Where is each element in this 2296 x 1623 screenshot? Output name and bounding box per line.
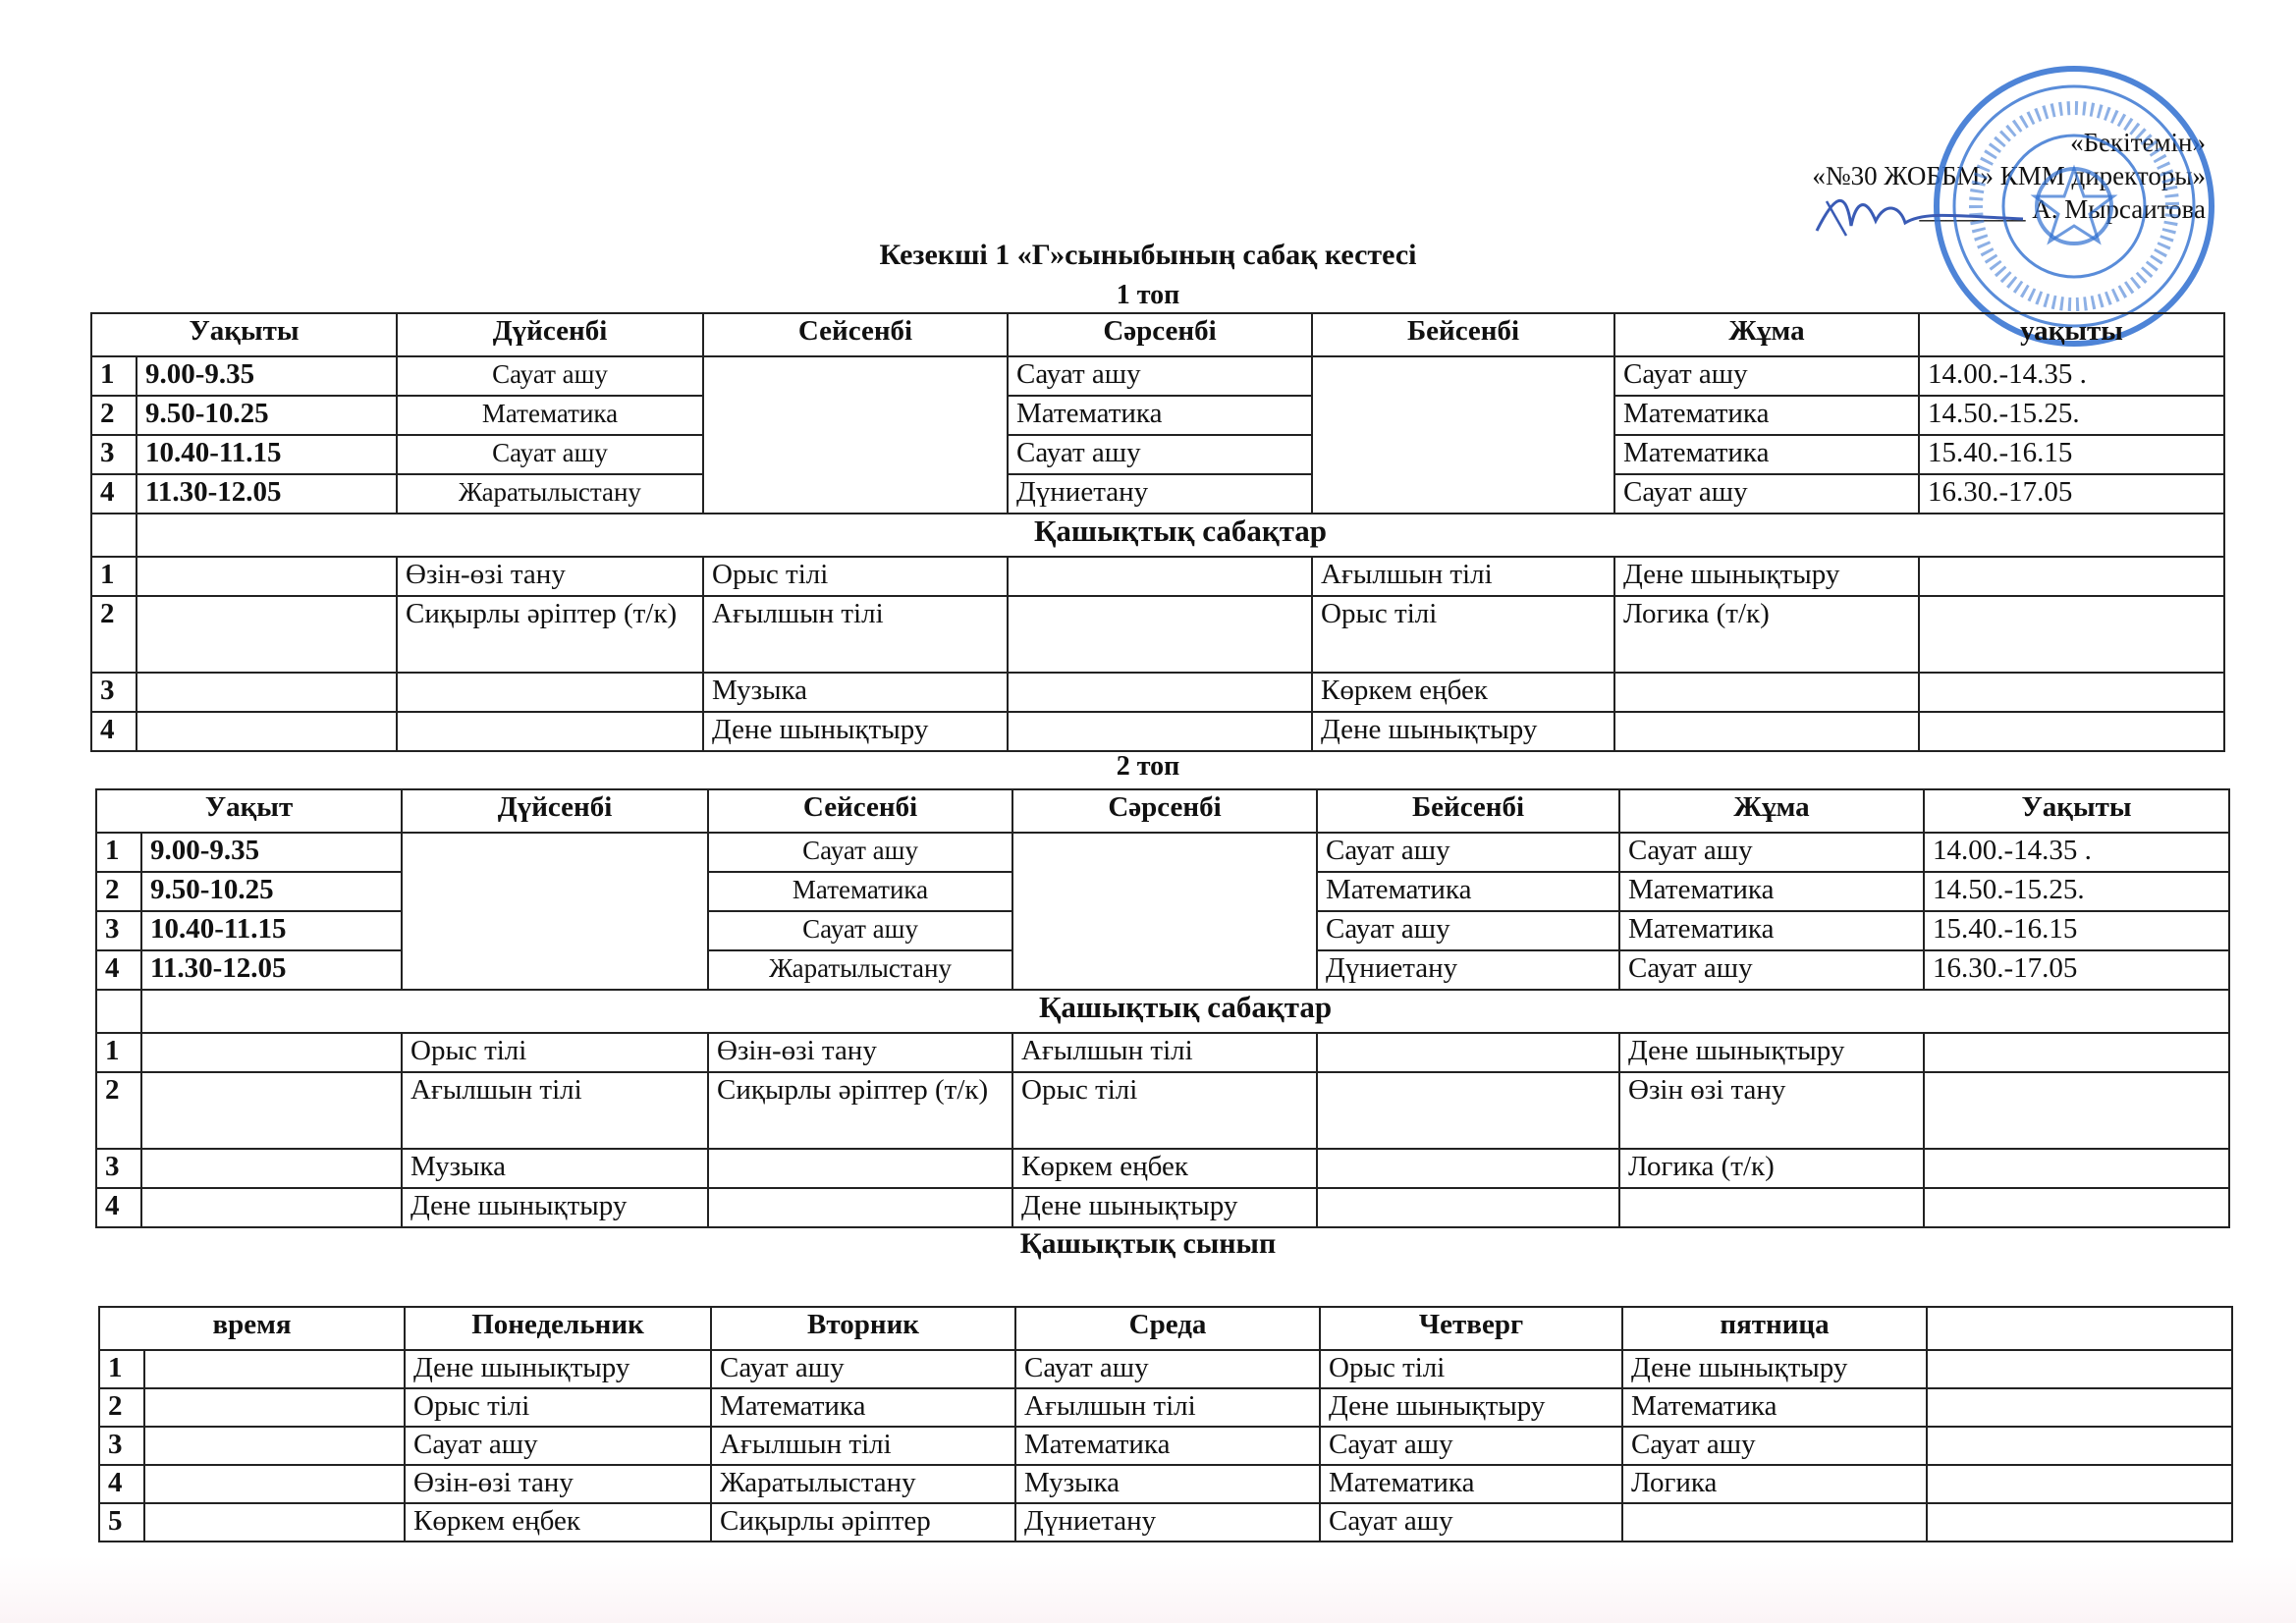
lesson-cell: [1008, 596, 1312, 673]
empty-cell: [1919, 596, 2224, 673]
distance-lessons-heading: Қашықтық сабақтар: [141, 990, 2229, 1033]
col-header-time-2: уақыты: [1919, 313, 2224, 356]
lesson-cell: Ағылшын тілі: [1015, 1388, 1320, 1427]
lesson-time: 10.40-11.15: [141, 911, 402, 950]
lesson-cell: Жаратылыстану: [708, 950, 1012, 990]
lesson-cell: Музыка: [703, 673, 1008, 712]
table-row: [91, 356, 2224, 396]
col-header-wednesday: Среда: [1015, 1307, 1320, 1350]
page-title: Кезекші 1 «Г»сыныбының сабақ кестесі: [879, 239, 1417, 271]
lesson-cell: Музыка: [402, 1149, 708, 1188]
col-header-monday: Дүйсенбі: [402, 789, 708, 833]
lesson-cell: Логика (т/к): [1614, 596, 1919, 673]
lesson-cell: Сиқырлы әріптер: [711, 1503, 1015, 1542]
lesson-cell: Дүниетану: [1015, 1503, 1320, 1542]
lesson-cell: Математика: [708, 872, 1012, 911]
col-header-monday: Понедельник: [405, 1307, 711, 1350]
lesson-cell: Сауат ашу: [1614, 356, 1919, 396]
lesson-cell: Математика: [1614, 396, 1919, 435]
row-number: 4: [91, 474, 137, 514]
lesson-time: 10.40-11.15: [137, 435, 397, 474]
lesson-cell: Сауат ашу: [1320, 1427, 1622, 1465]
col-header-time: Уақыт: [96, 789, 402, 833]
col-header-time-2: Уақыты: [1924, 789, 2229, 833]
col-header-tuesday: Сейсенбі: [703, 313, 1008, 356]
group1-header-row: [91, 313, 2224, 356]
lesson-cell: Дене шынықтыру: [703, 712, 1008, 751]
lesson-cell: Сауат ашу: [1320, 1503, 1622, 1542]
table-row: [99, 1427, 2232, 1465]
empty-cell: [144, 1427, 405, 1465]
table-row: [96, 833, 2229, 872]
lesson-cell: Орыс тілі: [405, 1388, 711, 1427]
empty-cell: [141, 1188, 402, 1227]
approval-block: [1812, 126, 2206, 226]
lesson-cell: Математика: [1015, 1427, 1320, 1465]
lesson-cell: [1317, 1072, 1619, 1149]
lesson-cell: Орыс тілі: [1320, 1350, 1622, 1388]
group2-header-row: [96, 789, 2229, 833]
row-number: 2: [99, 1388, 144, 1427]
lesson-cell: Сауат ашу: [397, 435, 703, 474]
group1-label: 1 топ: [1116, 280, 1180, 310]
table-row: [91, 712, 2224, 751]
lesson-time: 9.00-9.35: [141, 833, 402, 872]
lesson-cell: Сауат ашу: [397, 356, 703, 396]
lesson-time: 11.30-12.05: [137, 474, 397, 514]
section-row: [91, 514, 2224, 557]
lesson-cell: Орыс тілі: [1312, 596, 1614, 673]
lesson-cell: [1317, 1033, 1619, 1072]
lesson-cell: Сауат ашу: [708, 833, 1012, 872]
section-row: [96, 990, 2229, 1033]
lesson-cell: Математика: [1619, 872, 1924, 911]
row-number: 1: [96, 1033, 141, 1072]
lesson-cell: Дене шынықтыру: [1320, 1388, 1622, 1427]
lesson-cell: Математика: [1320, 1465, 1622, 1503]
lesson-cell: Көркем еңбек: [1012, 1149, 1317, 1188]
lesson-time: 11.30-12.05: [141, 950, 402, 990]
table-row: [91, 474, 2224, 514]
lesson-cell: Математика: [711, 1388, 1015, 1427]
empty-block: [402, 833, 708, 990]
lesson-cell: Музыка: [1015, 1465, 1320, 1503]
empty-cell: [137, 673, 397, 712]
col-header-thursday: Бейсенбі: [1312, 313, 1614, 356]
empty-cell: [1924, 1033, 2229, 1072]
lesson-cell: [1008, 712, 1312, 751]
table-row: [96, 1188, 2229, 1227]
row-number: 1: [96, 833, 141, 872]
table-row: [91, 396, 2224, 435]
section-spacer: [96, 990, 141, 1033]
col-header-time: время: [99, 1307, 405, 1350]
lesson-cell: Сауат ашу: [1317, 911, 1619, 950]
lesson-cell: Көркем еңбек: [405, 1503, 711, 1542]
lesson-cell: Сауат ашу: [1015, 1350, 1320, 1388]
empty-cell: [141, 1149, 402, 1188]
lesson-cell: [1008, 557, 1312, 596]
row-number: 1: [91, 356, 137, 396]
lesson-cell: Дене шынықтыру: [1619, 1033, 1924, 1072]
lesson-cell: Сауат ашу: [1619, 833, 1924, 872]
empty-cell: [137, 596, 397, 673]
distance-lessons-heading: Қашықтық сабақтар: [137, 514, 2224, 557]
row-number: 4: [91, 712, 137, 751]
lesson-cell: Дене шынықтыру: [1312, 712, 1614, 751]
lesson-cell: Сауат ашу: [708, 911, 1012, 950]
lesson-cell: Логика: [1622, 1465, 1927, 1503]
empty-cell: [1927, 1465, 2232, 1503]
table-row: [99, 1465, 2232, 1503]
lesson-cell: Дүниетану: [1317, 950, 1619, 990]
lesson-cell: Математика: [1317, 872, 1619, 911]
distance-class-table: [98, 1306, 2233, 1542]
table-row: [91, 435, 2224, 474]
col-header-friday: Жұма: [1614, 313, 1919, 356]
empty-cell: [1919, 712, 2224, 751]
empty-cell: [141, 1033, 402, 1072]
lesson-cell: Жаратылыстану: [711, 1465, 1015, 1503]
col-header-time: Уақыты: [91, 313, 397, 356]
approval-line-1: «Бекітемін»: [2070, 128, 2206, 157]
row-number: 4: [96, 950, 141, 990]
lesson-cell: Логика (т/к): [1619, 1149, 1924, 1188]
lesson-cell: [1614, 712, 1919, 751]
section-spacer: [91, 514, 137, 557]
lesson-time: 9.50-10.25: [137, 396, 397, 435]
empty-cell: [144, 1388, 405, 1427]
lesson-cell: Сиқырлы әріптер (т/к): [397, 596, 703, 673]
lesson-time: 15.40.-16.15: [1919, 435, 2224, 474]
empty-cell: [1927, 1350, 2232, 1388]
col-header-friday: пятница: [1622, 1307, 1927, 1350]
lesson-cell: Сауат ашу: [711, 1350, 1015, 1388]
lesson-time: 9.50-10.25: [141, 872, 402, 911]
row-number: 2: [91, 596, 137, 673]
lesson-cell: Ағылшын тілі: [711, 1427, 1015, 1465]
lesson-cell: Сауат ашу: [405, 1427, 711, 1465]
empty-cell: [1927, 1307, 2232, 1350]
distance-class-label: Қашықтық сынып: [1019, 1227, 1277, 1260]
col-header-wednesday: Сәрсенбі: [1008, 313, 1312, 356]
group2-table: [95, 788, 2230, 1228]
table-row: [96, 1033, 2229, 1072]
lesson-cell: [1614, 673, 1919, 712]
group2-label: 2 топ: [1116, 751, 1180, 782]
lesson-cell: Сауат ашу: [1008, 356, 1312, 396]
lesson-cell: Өзін-өзі тану: [708, 1033, 1012, 1072]
col-header-thursday: Четверг: [1320, 1307, 1622, 1350]
lesson-time: 14.50.-15.25.: [1919, 396, 2224, 435]
table-row: [91, 557, 2224, 596]
empty-block: [1012, 833, 1317, 990]
table-row: [96, 1149, 2229, 1188]
lesson-cell: Сауат ашу: [1317, 833, 1619, 872]
row-number: 3: [96, 1149, 141, 1188]
row-number: 3: [96, 911, 141, 950]
row-number: 4: [96, 1188, 141, 1227]
lesson-cell: Орыс тілі: [703, 557, 1008, 596]
empty-cell: [1924, 1149, 2229, 1188]
table-row: [99, 1350, 2232, 1388]
empty-cell: [1924, 1188, 2229, 1227]
table-row: [96, 1072, 2229, 1149]
lesson-time: 14.00.-14.35 .: [1924, 833, 2229, 872]
lesson-cell: Дене шынықтыру: [1614, 557, 1919, 596]
lesson-cell: Өзін-өзі тану: [405, 1465, 711, 1503]
empty-cell: [137, 557, 397, 596]
lesson-cell: Сауат ашу: [1008, 435, 1312, 474]
lesson-cell: Өзін өзі тану: [1619, 1072, 1924, 1149]
lesson-cell: Ағылшын тілі: [402, 1072, 708, 1149]
approval-line-2: «№30 ЖОББМ» КММ директоры»: [1812, 161, 2206, 190]
lesson-cell: [708, 1149, 1012, 1188]
lesson-cell: Ағылшын тілі: [1012, 1033, 1317, 1072]
lesson-cell: Математика: [1622, 1388, 1927, 1427]
approval-line-3: ________ А. Мырсаитова: [1919, 194, 2206, 224]
group1-table: [90, 312, 2225, 752]
lesson-time: 15.40.-16.15: [1924, 911, 2229, 950]
row-number: 2: [96, 1072, 141, 1149]
lesson-cell: Орыс тілі: [402, 1033, 708, 1072]
lesson-cell: Ағылшын тілі: [1312, 557, 1614, 596]
row-number: 4: [99, 1465, 144, 1503]
row-number: 1: [91, 557, 137, 596]
lesson-cell: [708, 1188, 1012, 1227]
lesson-cell: Математика: [1008, 396, 1312, 435]
lesson-cell: Жаратылыстану: [397, 474, 703, 514]
lesson-cell: Көркем еңбек: [1312, 673, 1614, 712]
lesson-cell: [1317, 1188, 1619, 1227]
lesson-cell: [1008, 673, 1312, 712]
lesson-time: 14.50.-15.25.: [1924, 872, 2229, 911]
empty-cell: [144, 1465, 405, 1503]
row-number: 1: [99, 1350, 144, 1388]
lesson-cell: Сауат ашу: [1614, 474, 1919, 514]
lesson-cell: Дене шынықтыру: [1012, 1188, 1317, 1227]
lesson-time: 9.00-9.35: [137, 356, 397, 396]
empty-cell: [1919, 673, 2224, 712]
row-number: 2: [96, 872, 141, 911]
empty-cell: [1927, 1427, 2232, 1465]
empty-block: [703, 356, 1008, 514]
lesson-cell: Өзін-өзі тану: [397, 557, 703, 596]
lesson-cell: Ағылшын тілі: [703, 596, 1008, 673]
empty-cell: [1924, 1072, 2229, 1149]
row-number: 3: [91, 435, 137, 474]
empty-cell: [144, 1503, 405, 1542]
empty-cell: [1919, 557, 2224, 596]
empty-block: [1312, 356, 1614, 514]
lesson-cell: [1622, 1503, 1927, 1542]
lesson-cell: [397, 712, 703, 751]
lesson-cell: [397, 673, 703, 712]
lesson-cell: Математика: [1614, 435, 1919, 474]
empty-cell: [1927, 1388, 2232, 1427]
lesson-cell: Сауат ашу: [1619, 950, 1924, 990]
empty-cell: [1927, 1503, 2232, 1542]
col-header-thursday: Бейсенбі: [1317, 789, 1619, 833]
lesson-cell: Дене шынықтыру: [405, 1350, 711, 1388]
empty-cell: [137, 712, 397, 751]
lesson-cell: [1619, 1188, 1924, 1227]
row-number: 2: [91, 396, 137, 435]
table-row: [99, 1503, 2232, 1542]
row-number: 5: [99, 1503, 144, 1542]
empty-cell: [144, 1350, 405, 1388]
lesson-cell: Дене шынықтыру: [402, 1188, 708, 1227]
col-header-tuesday: Вторник: [711, 1307, 1015, 1350]
distance-header-row: [99, 1307, 2232, 1350]
row-number: 3: [99, 1427, 144, 1465]
col-header-tuesday: Сейсенбі: [708, 789, 1012, 833]
table-row: [91, 596, 2224, 673]
lesson-cell: Математика: [397, 396, 703, 435]
lesson-time: 14.00.-14.35 .: [1919, 356, 2224, 396]
lesson-cell: Сауат ашу: [1622, 1427, 1927, 1465]
table-row: [99, 1388, 2232, 1427]
row-number: 3: [91, 673, 137, 712]
scan-edge-tint: [0, 1556, 2296, 1623]
lesson-time: 16.30.-17.05: [1924, 950, 2229, 990]
empty-cell: [141, 1072, 402, 1149]
col-header-wednesday: Сәрсенбі: [1012, 789, 1317, 833]
col-header-monday: Дүйсенбі: [397, 313, 703, 356]
lesson-cell: Дүниетану: [1008, 474, 1312, 514]
lesson-cell: Математика: [1619, 911, 1924, 950]
lesson-cell: Сиқырлы әріптер (т/к): [708, 1072, 1012, 1149]
col-header-friday: Жұма: [1619, 789, 1924, 833]
table-row: [91, 673, 2224, 712]
lesson-cell: [1317, 1149, 1619, 1188]
lesson-cell: Орыс тілі: [1012, 1072, 1317, 1149]
lesson-cell: Дене шынықтыру: [1622, 1350, 1927, 1388]
lesson-time: 16.30.-17.05: [1919, 474, 2224, 514]
